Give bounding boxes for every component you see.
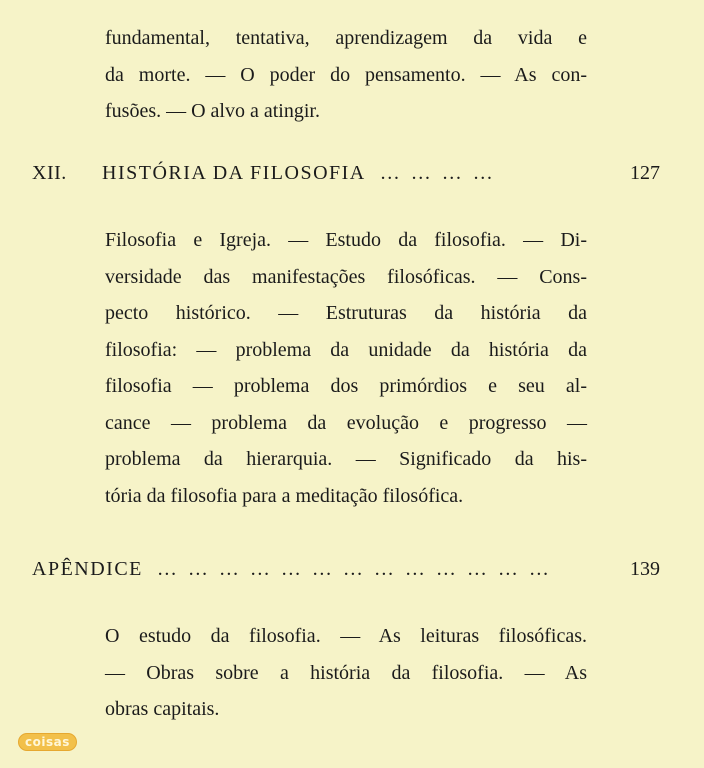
summary-line: obras capitais.	[105, 698, 220, 720]
toc-entry-chapter-xii	[32, 162, 660, 192]
summary-line: pecto histórico. — Estruturas da história da	[105, 302, 587, 324]
chapter-number: XII.	[32, 162, 67, 184]
summary-line: problema da hierarquia. — Significado da his-	[105, 448, 587, 470]
chapter-xii-summary	[105, 222, 587, 514]
chapter-title: HISTÓRIA DA FILOSOFIA	[102, 162, 366, 184]
summary-line: — Obras sobre a história da filosofia. — As	[105, 661, 587, 684]
summary-line: filosofia: — problema da unidade da história da	[105, 338, 587, 361]
watermark-logo: coisas	[18, 733, 77, 751]
summary-line: cance — problema da evolução e progresso —	[105, 411, 587, 434]
summary-line: tória da filosofia para a meditação filosófica.	[105, 484, 464, 507]
dot-leader: … … … …	[379, 162, 496, 184]
toc-entry-appendix	[32, 558, 660, 588]
summary-line: filosofia — problema dos primórdios e seu al-	[105, 375, 587, 397]
page-number: 127	[630, 162, 660, 184]
summary-line: da morte. — O poder do pensamento. — As con-	[105, 63, 587, 86]
appendix-title: APÊNDICE	[32, 558, 143, 580]
summary-line: fusões. — O alvo a atingir.	[105, 100, 320, 122]
chapter-xi-summary	[105, 20, 587, 130]
summary-line: versidade das manifestações filosóficas. — Cons-	[105, 265, 587, 288]
summary-line: fundamental, tentativa, aprendizagem da vida e	[105, 27, 587, 49]
appendix-summary	[105, 618, 587, 728]
page-number: 139	[630, 558, 660, 580]
dot-leader: … … … … … … … … … … … … …	[156, 558, 552, 580]
summary-line: O estudo da filosofia. — As leituras filosóficas.	[105, 625, 587, 647]
summary-line: Filosofia e Igreja. — Estudo da filosofia. — Di-	[105, 229, 587, 251]
